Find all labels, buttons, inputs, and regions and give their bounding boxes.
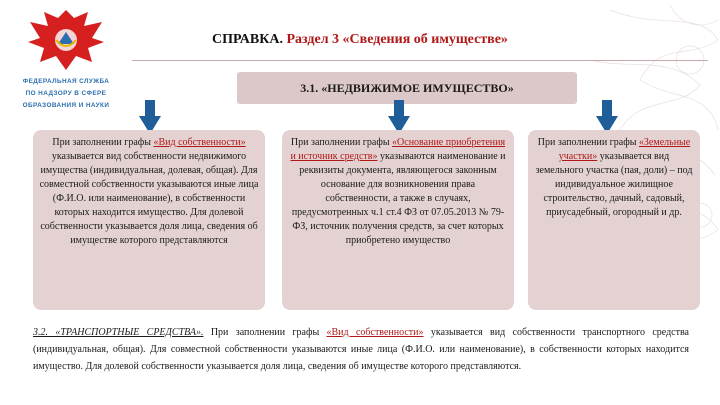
info-box-ownership-type [33, 130, 265, 310]
info-box-text: указывается вид земельного участка (пая, доли) – под индивидуальное жилищное строительство, дачный, садовый, приусадебный, огородный и др. [535, 151, 693, 218]
info-box-text: При заполнении графы [290, 137, 393, 148]
arrow-down-icon [388, 100, 410, 134]
agency-name [8, 76, 124, 112]
info-box-field-name: «Земельные участки» [558, 137, 691, 162]
vehicles-heading: 3.2. «ТРАНСПОРТНЫЕ СРЕДСТВА». [33, 327, 204, 338]
vehicles-text: При заполнении графы [203, 327, 327, 338]
info-box-text: указывается вид собственности недвижимого имущества (индивидуальная, долевая, общая). Для совместной собственности указываются иные лица (Ф.И.О. или наименование), в собственности которых находится имущество. Для долевой собственности указывается доля лица, сведения об имуществе которого представляются [39, 151, 259, 246]
info-box-text: указываются наименование и реквизиты документа, являющегося законным основание для возникновения права собственности, а также в случаях, предусмотренных ч.1 ст.4 ФЗ от 07.05.2013 № 79-ФЗ, источник получения средств, за счет которых приобретено имущество [291, 151, 506, 246]
page-title-section: Раздел 3 «Сведения об имуществе» [286, 32, 508, 47]
agency-name-line-3: ОБРАЗОВАНИЯ И НАУКИ [22, 102, 110, 109]
eagle-emblem-icon [26, 8, 106, 72]
title-divider [132, 60, 708, 61]
info-box-text: При заполнении графы [537, 137, 639, 148]
info-box-field-name: «Основание приобретения и источник средств» [290, 137, 506, 162]
info-box-field-name: «Вид собственности» [153, 137, 246, 148]
vehicles-field-name: «Вид собственности» [326, 327, 424, 338]
agency-logo [8, 6, 124, 124]
arrow-down-icon [596, 100, 618, 134]
agency-name-line-1: ФЕДЕРАЛЬНАЯ СЛУЖБА [22, 78, 110, 85]
info-box-land-plots [528, 130, 700, 310]
arrow-down-icon [139, 100, 161, 134]
vehicles-text: указывается вид собственности транспортного средства (индивидуальная, общая). Для совместной собственности указываются иные лица (Ф.И.О. или наименование), в собственности которых находится имущество. Для долевой собственности указывается доля лица, сведения об имуществе которого представляются. [33, 327, 689, 372]
vehicles-paragraph [33, 324, 689, 375]
info-box-acquisition-basis [282, 130, 514, 310]
agency-name-line-2: ПО НАДЗОРУ В СФЕРЕ [25, 90, 107, 97]
page-title [212, 32, 508, 48]
info-box-text: При заполнении графы [52, 137, 154, 148]
page-title-lead: СПРАВКА. [212, 32, 283, 47]
section-banner: 3.1. «НЕДВИЖИМОЕ ИМУЩЕСТВО» [237, 72, 577, 104]
